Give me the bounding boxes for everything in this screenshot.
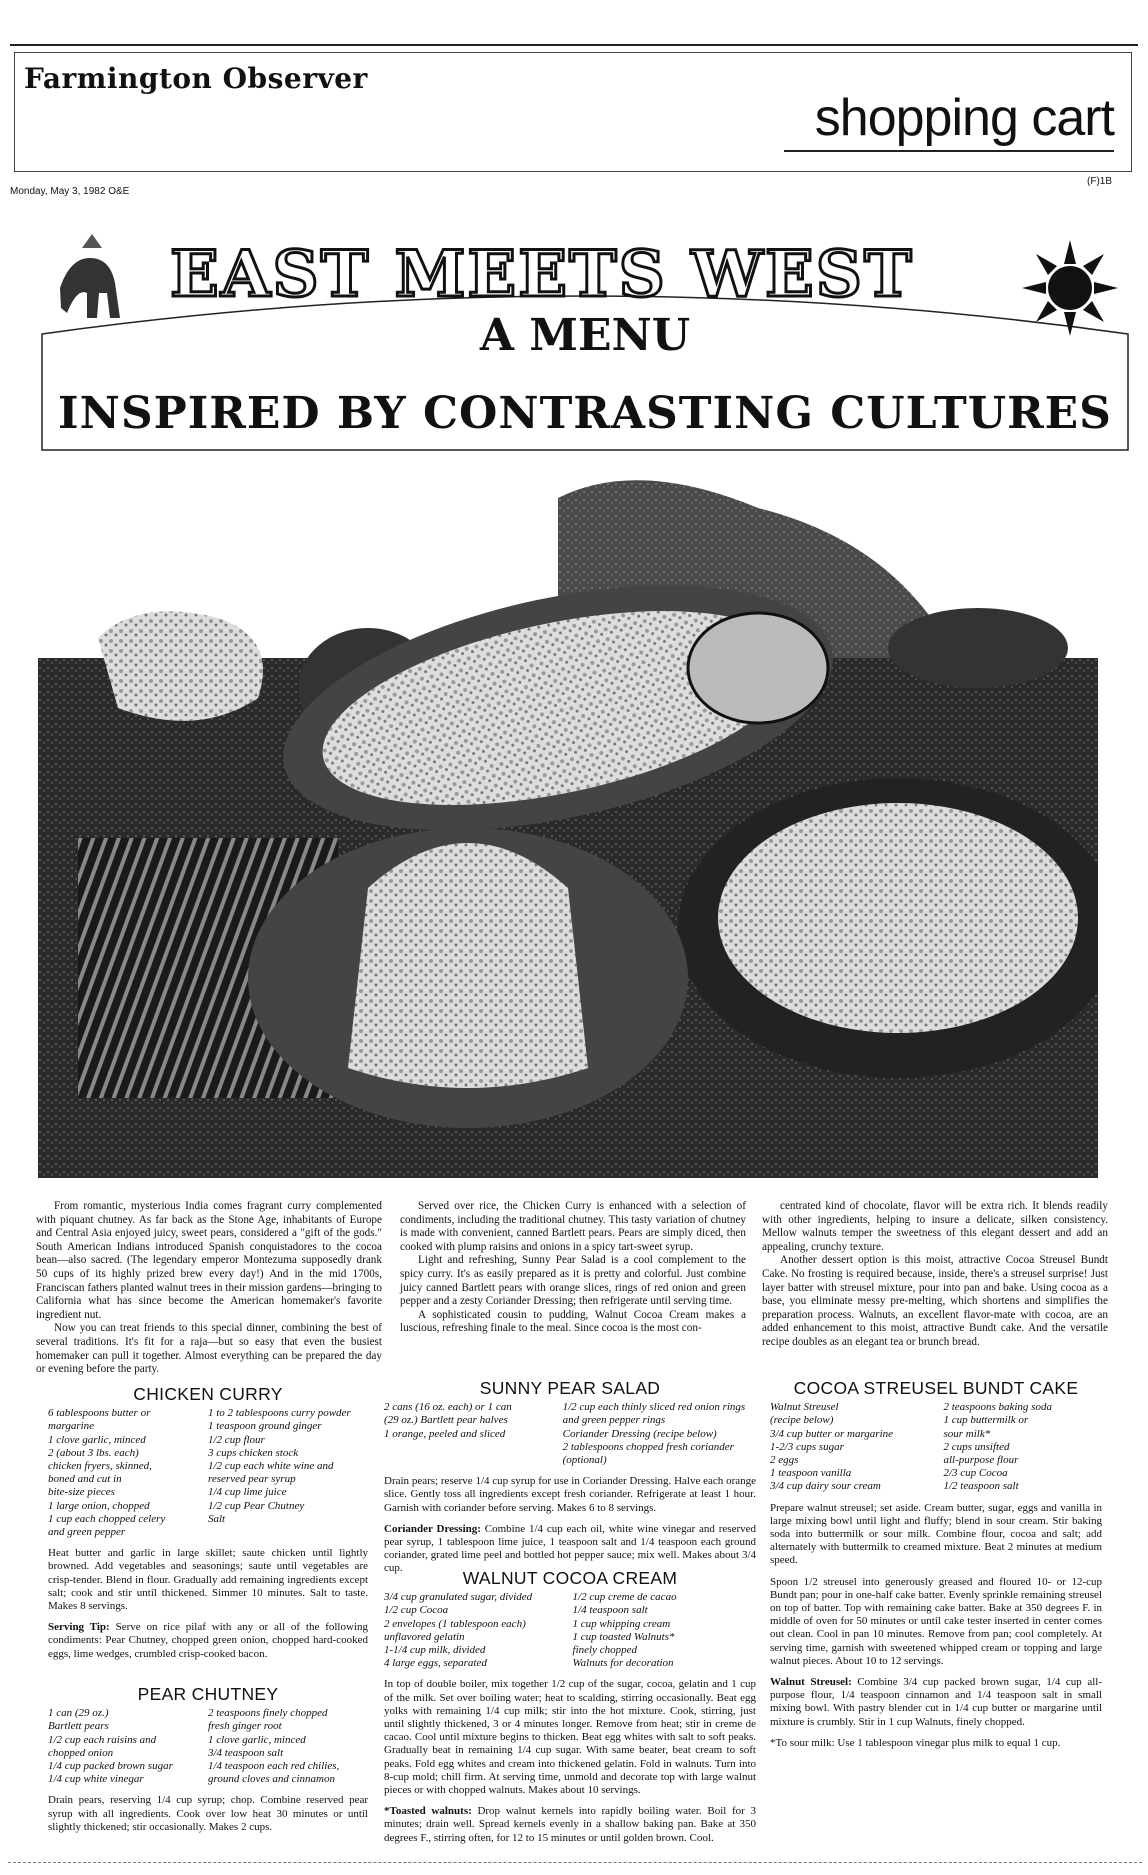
- tip-text: Serve on rice pilaf with any or all of the following condiments: Pear Chutney, chopped green onion, chopped hard-cooked eggs, lime wedges, crumbled crisp-cooked bacon.: [48, 1621, 368, 1660]
- ingredient-line: 2/3 cup Cocoa: [943, 1467, 1008, 1480]
- recipe-method: Prepare walnut streusel; set aside. Cream butter, sugar, eggs and vanilla in large mixing bowl until light and fluffy; blend in sour cream. Stir baking soda into buttermilk or sour milk. Combine flour, cocoa and salt; add alternately with buttermilk to creamed mixture. Beat 2 minutes at medium speed.: [770, 1501, 1102, 1567]
- tip-label: Serving Tip:: [48, 1621, 110, 1634]
- condiment-bowl: [888, 608, 1068, 688]
- ingredient-line: 1 large onion, chopped: [48, 1499, 150, 1512]
- banner-line3: INSPIRED BY CONTRASTING CULTURES: [58, 388, 1112, 439]
- ingredient-line: chopped onion: [48, 1746, 114, 1759]
- intro-paragraph: Another dessert option is this moist, attractive Cocoa Streusel Bundt Cake. No frosting is required because, inside, there's a streusel surprise! Just layer batter with streusel mixture, pour into pan and bake. Using cocoa as a base, you eliminate messy pre-melting, which shortens and simplifies the preparation process. Walnuts, an excellent flavor-mate with cocoa, are an added enhancement to this moist, attractive Bundt cake. And the versatile recipe doubles as an elegant tea or brunch bread.: [762, 1254, 1108, 1348]
- ingredient-line: 1 cup each chopped celery: [48, 1512, 166, 1525]
- recipe-title: CHICKEN CURRY: [133, 1384, 283, 1404]
- ingredient-line: 6 tablespoons butter or: [48, 1407, 151, 1420]
- recipe-sunny-pear-salad: [384, 1378, 757, 1576]
- ingredient-line: Walnuts for decoration: [572, 1657, 674, 1670]
- serving-tip: [48, 1621, 368, 1661]
- intro-paragraph: Light and refreshing, Sunny Pear Salad is a cool complement to the spicy curry. It's as easily prepared as it is pretty and colorful. Just combine juicy canned Bartlett pears with orange slices, rings of red onion and green pepper and a zesty Coriander Dressing; then refrigerate until serving time.: [400, 1254, 746, 1308]
- ingredient-line: 2 teaspoons baking soda: [943, 1401, 1052, 1414]
- dateline: Monday, May 3, 1982 O&E: [10, 186, 130, 197]
- ingredient-line: 1/2 cup Pear Chutney: [208, 1499, 305, 1512]
- ingredient-line: 1 teaspoon vanilla: [770, 1467, 852, 1480]
- ingredient-list: [384, 1401, 756, 1467]
- ingredient-line: bite-size pieces: [48, 1486, 115, 1499]
- ingredient-line: 1 clove garlic, minced: [48, 1433, 146, 1446]
- ingredient-line: 3/4 cup granulated sugar, divided: [384, 1591, 533, 1604]
- ingredient-line: 2 teaspoons finely chopped: [208, 1707, 328, 1720]
- ingredient-line: 3 cups chicken stock: [208, 1446, 299, 1459]
- ingredient-line: 1/2 teaspoon salt: [943, 1480, 1019, 1493]
- ingredient-line: 2 (about 3 lbs. each): [48, 1446, 139, 1459]
- ingredient-line: 1-2/3 cups sugar: [770, 1440, 844, 1453]
- ingredient-line: 1/2 cup creme de cacao: [572, 1591, 677, 1604]
- ingredient-line: 1 teaspoon ground ginger: [208, 1420, 322, 1433]
- ingredient-line: 1/4 teaspoon each red chilies,: [208, 1760, 340, 1773]
- ingredient-line: ground cloves and cinnamon: [208, 1773, 335, 1786]
- banner-line2: A MENU: [479, 310, 691, 361]
- ingredient-line: 1/2 cup each thinly sliced red onion rings: [562, 1401, 746, 1414]
- intro-paragraph: A sophisticated cousin to pudding, Walnut Cocoa Cream makes a luscious, refreshing finale to the meal. Since cocoa is the most con-: [400, 1308, 746, 1335]
- ingredient-line: and green pepper: [48, 1526, 126, 1539]
- recipe-walnut-cocoa-cream: [384, 1568, 756, 1845]
- intro-paragraph: Now you can treat friends to this special dinner, combining the best of several traditions. It's fit for a raja—but so easy that even the busiest homemaker can pull it together. Almost everything can be prepared the day or evening before the party.: [36, 1322, 382, 1376]
- streusel-text: Combine 3/4 cup packed brown sugar, 1/4 cup all-purpose flour, 1/4 teaspoon cinnamon and 1/4 teaspoon salt in small mixing bowl. With pastry blender cut in 1/4 cup butter or margarine until mixture is crumbly. Stir in 1 cup Walnuts, finely chopped.: [770, 1676, 1102, 1728]
- recipe-method: Heat butter and garlic in large skillet; saute chicken until lightly browned. Add vegetables and seasonings; saute until vegetables are crisp-tender. Blend in flour. Gradually add remaining ingredients except salt; cook and stir until thickened. Simmer 10 minutes. Salt to taste. Makes 8 servings.: [48, 1547, 368, 1613]
- ingredient-line: 3/4 teaspoon salt: [208, 1746, 284, 1759]
- recipe-method: In top of double boiler, mix together 1/2 cup of the sugar, cocoa, gelatin and 1 cup of the milk. Set over boiling water; heat to scalding, stirring occasionally. Beat egg yolks with remaining 1/4 cup milk; stir into the hot mixture. Cook, stirring, just until slightly thickened, 3 or 4 minutes longer. Remove from heat; stir in creme de cacao. Cool until mixture begins to thicken. Beat egg whites with salt to soft peaks. Gradually beat in remaining 1/4 cup sugar. With same beater, beat cream to soft peaks. Fold egg whites and cream into thickened gelatin. Fold in walnuts. Turn into 8-cup mold; chill firm. At serving time, unmold and decorate top with large walnut pieces or with chopped walnuts. Makes about 10 servings.: [384, 1678, 756, 1797]
- elephant-illustration: [60, 234, 120, 318]
- ingredient-line: 1/4 cup packed brown sugar: [48, 1760, 173, 1773]
- ingredient-line: Coriander Dressing (recipe below): [562, 1427, 717, 1440]
- ingredient-line: boned and cut in: [48, 1473, 122, 1486]
- ingredient-list: [384, 1591, 756, 1670]
- ingredient-line: Walnut Streusel: [770, 1401, 839, 1414]
- decorated-bowl: [688, 613, 828, 723]
- ingredient-line: 1 can (29 oz.): [48, 1707, 109, 1720]
- section-title: shopping cart: [814, 89, 1114, 147]
- top-rule: [10, 44, 1138, 46]
- recipe-title: WALNUT COCOA CREAM: [462, 1568, 678, 1588]
- recipe-title: PEAR CHUTNEY: [137, 1684, 279, 1704]
- ingredient-line: 2 cups unsifted: [943, 1440, 1010, 1453]
- ingredient-line: all-purpose flour: [943, 1454, 1019, 1467]
- ingredient-line: 3/4 cup butter or margarine: [770, 1427, 894, 1440]
- recipe-chicken-curry: [48, 1384, 368, 1661]
- ingredient-line: 1 cup toasted Walnuts*: [572, 1630, 675, 1643]
- dressing-label: Coriander Dressing:: [384, 1522, 481, 1535]
- note-label: *Toasted walnuts:: [384, 1805, 472, 1818]
- recipe-title: SUNNY PEAR SALAD: [479, 1378, 661, 1398]
- ingredient-line: 1/2 cup Cocoa: [384, 1604, 449, 1617]
- note-text: Drop walnut kernels into rapidly boiling water. Boil for 3 minutes; drain well. Spread kernels evenly in a shallow baking pan. Bake at 350 degrees F., stirring often, for 12 to 15 minutes or until golden brown. Cool.: [384, 1805, 756, 1844]
- menu-banner: [40, 218, 1130, 452]
- ingredient-line: 4 large eggs, separated: [384, 1657, 487, 1670]
- sour-milk-note: *To sour milk: Use 1 tablespoon vinegar plus milk to equal 1 cup.: [770, 1736, 1061, 1749]
- ingredient-line: margarine: [48, 1420, 95, 1433]
- intro-paragraph: Served over rice, the Chicken Curry is enhanced with a selection of condiments, including the traditional chutney. This tasty variation of chutney is made with convenient, canned Bartlett pears. Pears are simply diced, then cooked with plump raisins and onions in a spicy tart-sweet syrup.: [400, 1200, 746, 1253]
- ingredient-line: fresh ginger root: [208, 1720, 282, 1733]
- recipe-cocoa-streusel-bundt-cake: [770, 1378, 1102, 1750]
- ingredient-line: chicken fryers, skinned,: [48, 1460, 152, 1473]
- recipe-method: Drain pears; reserve 1/4 cup syrup for use in Coriander Dressing. Halve each orange slice. Gently toss all ingredients except fresh coriander. Refrigerate at least 1 hour. Garnish with coriander before serving. Makes 6 to 8 servings.: [384, 1475, 756, 1514]
- recipe-method: Drain pears, reserving 1/4 cup syrup; chop. Combine reserved pear syrup with all ingredients. Cook over low heat 30 minutes or until slightly thickened; stir occasionally. Makes 2 cups.: [48, 1794, 368, 1833]
- recipe-title: COCOA STREUSEL BUNDT CAKE: [793, 1378, 1079, 1398]
- banner-line1: EAST MEETS WEST: [170, 237, 914, 312]
- ingredient-line: (optional): [562, 1454, 607, 1467]
- ingredient-list: [48, 1707, 368, 1786]
- ingredient-line: reserved pear syrup: [208, 1473, 296, 1486]
- walnut-cocoa-cream-mold: [348, 843, 588, 1088]
- intro-column-2: [400, 1200, 746, 1336]
- page-number: (F)1B: [1087, 176, 1112, 187]
- ingredient-line: 1/2 cup each white wine and: [208, 1460, 334, 1473]
- ingredient-list: [48, 1407, 368, 1539]
- food-photograph: [38, 458, 1098, 1178]
- paper-name: Farmington Observer: [24, 62, 368, 95]
- bread-basket: [98, 611, 263, 721]
- sun-icon: [1022, 240, 1118, 336]
- ingredient-line: 1/4 cup white vinegar: [48, 1773, 144, 1786]
- ingredient-line: 1-1/4 cup milk, divided: [384, 1644, 486, 1657]
- ingredient-line: 1/2 cup flour: [208, 1433, 265, 1446]
- recipe-method: Spoon 1/2 streusel into generously greased and floured 10- or 12-cup Bundt pan; pour in one-half cake batter. Evenly sprinkle remaining streusel on top of batter. Top with remaining cake batter. Bake at 350 degrees F. in middle of oven for 50 minutes or until cake tester inserted in center comes out clean. Cool in pan 10 minutes. Remove from pan; cool completely. At serving time, garnish with sweetened whipped cream or topping and large walnut pieces. About 10 to 12 servings.: [770, 1575, 1102, 1667]
- ingredient-line: and green pepper rings: [562, 1414, 666, 1427]
- streusel-label: Walnut Streusel:: [770, 1676, 852, 1689]
- ingredient-line: 1/2 cup each raisins and: [48, 1733, 157, 1746]
- recipe-pear-chutney: [48, 1684, 368, 1834]
- ingredient-line: (recipe below): [770, 1414, 834, 1427]
- section-underline: [784, 150, 1114, 152]
- ingredient-line: finely chopped: [572, 1644, 637, 1657]
- ingredient-line: 1 to 2 tablespoons curry powder: [208, 1407, 351, 1420]
- intro-column-1: [36, 1200, 382, 1377]
- ingredient-line: unflavored gelatin: [384, 1630, 465, 1643]
- ingredient-line: Salt: [208, 1512, 226, 1525]
- toasted-walnuts-note: [384, 1805, 756, 1845]
- ingredient-line: 2 cans (16 oz. each) or 1 can: [384, 1401, 512, 1414]
- intro-column-3: [762, 1200, 1108, 1350]
- dressing-text: Combine 1/4 cup each oil, white wine vinegar and reserved pear syrup, 1 tablespoon lime juice, 1 teaspoon salt and 1/4 teaspoon each ground coriander, grated lime peel and bottled hot pepper sauce; mix well. Makes about 3/4 cup.: [384, 1522, 757, 1575]
- ingredient-line: 2 tablespoons chopped fresh coriander: [562, 1440, 734, 1453]
- ingredient-line: 1/4 cup lime juice: [208, 1486, 287, 1499]
- ingredient-line: 1/4 teaspoon salt: [572, 1604, 648, 1617]
- ingredient-line: 3/4 cup dairy sour cream: [770, 1480, 881, 1493]
- intro-paragraph: centrated kind of chocolate, flavor will be extra rich. It blends readily with other ingredients, helping to insure a delicate, silken consistency. Mellow walnuts temper the sweetness of this elegant dessert and add an appealing, crunchy texture.: [762, 1200, 1108, 1253]
- ingredient-line: 1 clove garlic, minced: [208, 1733, 306, 1746]
- ingredient-line: 1 cup buttermilk or: [943, 1414, 1029, 1427]
- ingredient-line: 1 cup whipping cream: [572, 1617, 671, 1630]
- ingredient-line: 1 orange, peeled and sliced: [384, 1427, 506, 1440]
- ingredient-line: sour milk*: [943, 1427, 991, 1440]
- ingredient-list: [770, 1401, 1102, 1493]
- ingredient-line: (29 oz.) Bartlett pear halves: [384, 1414, 508, 1427]
- ingredient-line: 2 eggs: [770, 1454, 799, 1467]
- bottom-rule: [8, 1862, 1142, 1863]
- intro-paragraph: From romantic, mysterious India comes fragrant curry complemented with piquant chutney. As far back as the Stone Age, inhabitants of Europe and Central Asia enjoyed juicy, sweet pears, considered a "gift of the gods." South American Indians introduced Spanish conquistadores to the cocoa bean—also sacred. (The legendary emperor Montezuma supposedly drank 50 cups of its highly prized brew every day!) And in the mid 1700s, Franciscan fathers planted walnut trees in their mission gardens—bringing to California what has since become the American homemaker's favorite ingredient nut.: [36, 1200, 382, 1321]
- walnut-streusel: [770, 1676, 1102, 1729]
- ingredient-line: 2 envelopes (1 tablespoon each): [384, 1617, 526, 1630]
- ingredient-line: Bartlett pears: [48, 1720, 109, 1733]
